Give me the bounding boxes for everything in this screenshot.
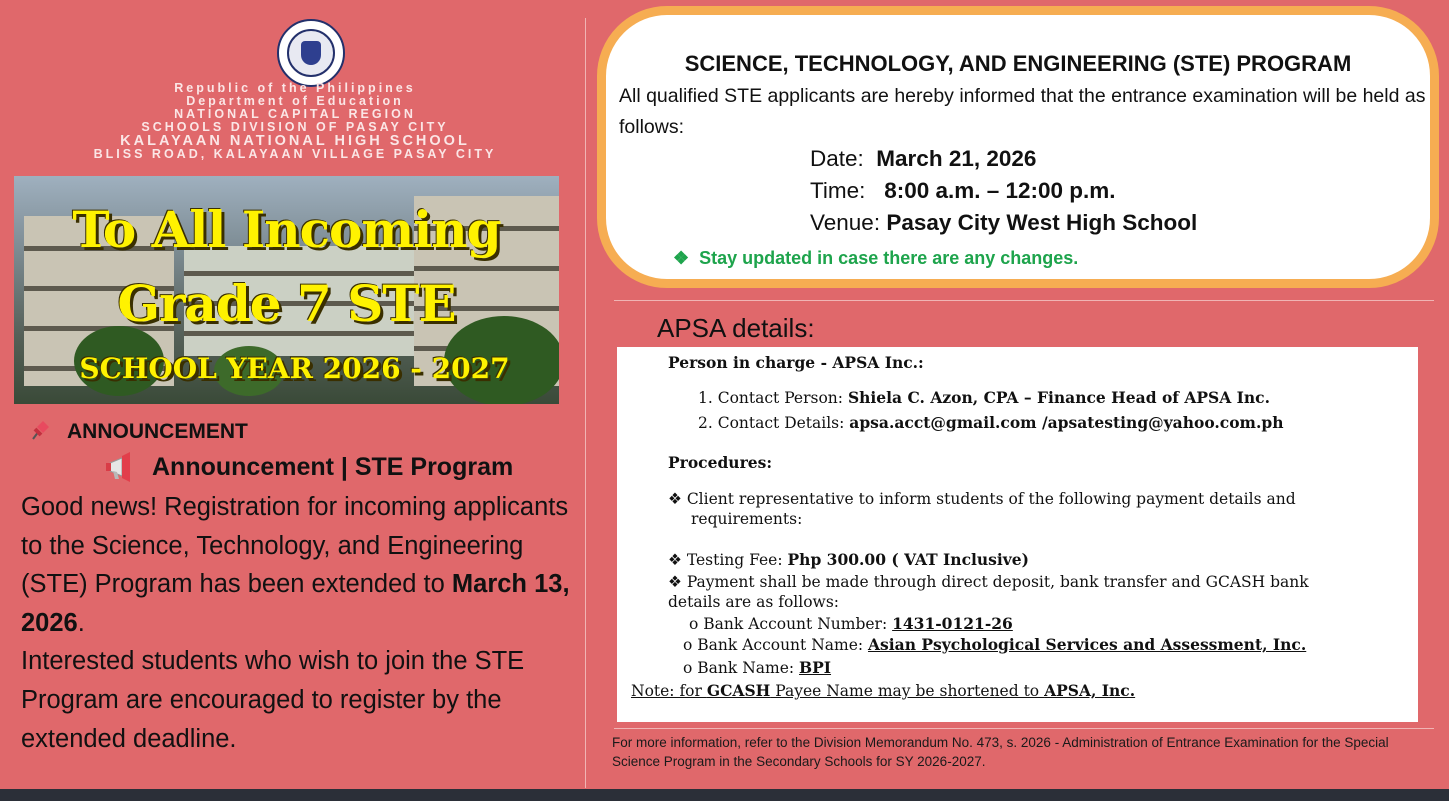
header-line-deped: Department of Education	[186, 94, 404, 108]
program-intro: All qualified STE applicants are hereby informed that the entrance examination will be held as follows:	[619, 85, 1426, 138]
taskbar-strip	[0, 789, 1449, 801]
program-title: SCIENCE, TECHNOLOGY, AND ENGINEERING (STE) PROGRAM	[684, 51, 1352, 76]
bank-name: BPI	[799, 658, 832, 677]
pushpin-icon	[28, 418, 52, 442]
update-note	[673, 248, 1078, 269]
deped-seal-icon	[277, 19, 345, 87]
testing-fee-line: ❖ Testing Fee: Php 300.00 ( VAT Inclusive)	[668, 550, 1029, 569]
seal-shield	[301, 41, 321, 65]
person-heading: Person in charge - APSA Inc.:	[668, 353, 924, 372]
bank-account-number-line: o Bank Account Number: 1431-0121-26	[689, 614, 1013, 633]
exam-date	[810, 146, 1036, 172]
announcement-text-2: Interested students who wish to join the STE Program are encouraged to register by the extended deadline.	[21, 647, 525, 753]
apsa-document	[617, 347, 1418, 722]
banner-image	[14, 176, 559, 404]
section-divider	[614, 300, 1434, 301]
announcement-body	[21, 488, 581, 758]
bank-account-name-line: o Bank Account Name: Asian Psychological Services and Assessment, Inc.	[683, 635, 1307, 654]
announcement-subtitle: Announcement | STE Program	[152, 453, 514, 481]
contact-person-line: 1. Contact Person: Shiela C. Azon, CPA – Finance Head of APSA Inc.	[698, 388, 1271, 407]
apsa-label: APSA details:	[657, 313, 815, 343]
procedure-1-line2: requirements:	[691, 510, 803, 528]
bank-name-line: o Bank Name: BPI	[683, 658, 832, 677]
time-label: Time:	[810, 178, 866, 203]
header-line-republic: Republic of the Philippines	[174, 81, 416, 95]
exam-time	[810, 178, 1116, 204]
procedures-heading: Procedures:	[668, 453, 773, 472]
testing-fee: Php 300.00 ( VAT Inclusive)	[787, 550, 1029, 569]
diamond-bullet-icon: ❖	[673, 248, 690, 268]
time-value: 8:00 a.m. – 12:00 p.m.	[884, 178, 1116, 203]
program-box	[597, 6, 1439, 288]
megaphone-icon	[104, 452, 138, 482]
payment-line1: ❖ Payment shall be made through direct deposit, bank transfer and GCASH bank	[668, 573, 1309, 591]
procedure-1-line1: ❖ Client representative to inform students of the following payment details and	[668, 490, 1296, 508]
venue-value: Pasay City West High School	[886, 210, 1198, 235]
gcash-note: Note: for GCASH Payee Name may be shortened to APSA, Inc.	[631, 681, 1136, 700]
banner-school-year: SCHOOL YEAR 2026 - 2027	[79, 352, 510, 385]
venue-label: Venue:	[810, 210, 881, 235]
banner-title-line1: To All Incoming	[72, 200, 501, 259]
exam-venue	[810, 210, 1197, 236]
footer-note: For more information, refer to the Division Memorandum No. 473, s. 2026 - Administration of Entrance Examination for the Special Science Program in the Secondary Schools for SY 2026-2027.	[612, 735, 1389, 769]
column-divider	[585, 18, 586, 788]
banner-title-line2: Grade 7 STE	[117, 274, 456, 333]
header-line-address: BLISS ROAD, KALAYAAN VILLAGE PASAY CITY	[93, 147, 497, 161]
announcement-text: Good news! Registration for incoming applicants to the Science, Technology, and Engineering (STE) Program has been extended to	[21, 493, 569, 599]
header-line-school: KALAYAAN NATIONAL HIGH SCHOOL	[120, 133, 470, 149]
date-label: Date:	[810, 146, 864, 171]
header-line-division: SCHOOLS DIVISION OF PASAY CITY	[141, 120, 449, 134]
contact-emails: apsa.acct@gmail.com /apsatesting@yahoo.com.ph	[849, 413, 1284, 432]
bank-account-name: Asian Psychological Services and Assessment, Inc.	[868, 635, 1307, 654]
deadline-date: March 13, 2026	[21, 570, 570, 637]
seal-inner-ring	[287, 29, 335, 77]
announcement-period: .	[77, 608, 85, 637]
payment-line2: details are as follows:	[668, 593, 839, 611]
announcement-title: ANNOUNCEMENT	[67, 420, 248, 443]
header-line-region: NATIONAL CAPITAL REGION	[174, 107, 416, 121]
footer-divider	[614, 728, 1434, 729]
bank-account-number: 1431-0121-26	[892, 614, 1013, 633]
date-value: March 21, 2026	[876, 146, 1037, 171]
contact-person: Shiela C. Azon, CPA – Finance Head of APSA Inc.	[847, 388, 1271, 407]
contact-details-line: 2. Contact Details: apsa.acct@gmail.com /apsatesting@yahoo.com.ph	[698, 413, 1284, 432]
update-note-text: Stay updated in case there are any changes.	[699, 248, 1079, 268]
school-header	[60, 82, 530, 161]
